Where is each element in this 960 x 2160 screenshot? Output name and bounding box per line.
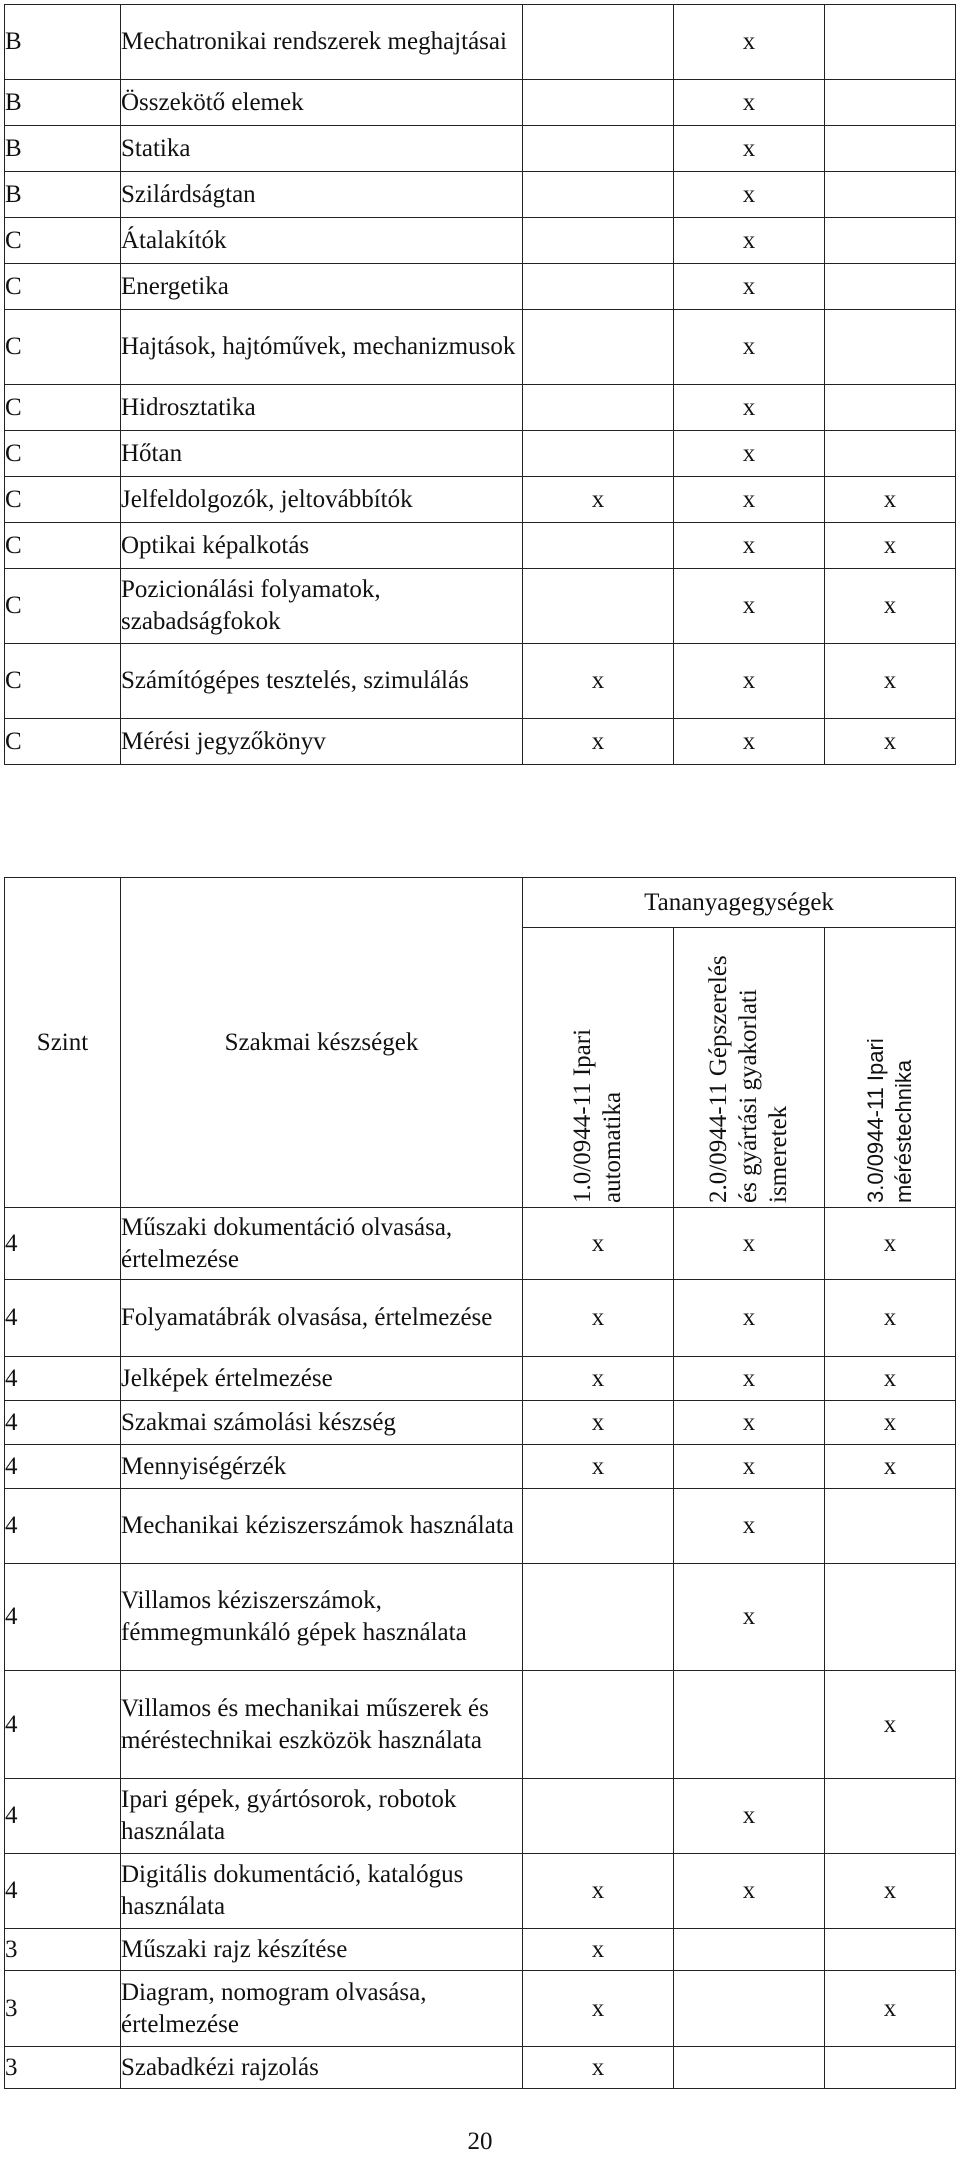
mark-cell: x: [674, 477, 825, 523]
mark-cell: [523, 126, 674, 172]
mark-cell: [523, 569, 674, 644]
level-cell: B: [5, 5, 121, 80]
mark-cell: [825, 172, 956, 218]
mark-cell: [523, 80, 674, 126]
mark-cell: x: [523, 644, 674, 719]
mark-cell: [674, 1671, 825, 1779]
mark-cell: x: [825, 1971, 956, 2047]
level-cell: B: [5, 172, 121, 218]
mark-cell: [523, 5, 674, 80]
table-row: [5, 172, 956, 218]
competency-table-skills: [4, 877, 956, 2089]
topic-cell: Átalakítók: [121, 218, 523, 264]
competency-table-knowledge: [4, 4, 956, 765]
topic-cell: Szilárdságtan: [121, 172, 523, 218]
mark-cell: x: [825, 719, 956, 765]
mark-cell: x: [523, 1445, 674, 1489]
table-row: [5, 1445, 956, 1489]
mark-cell: x: [674, 1208, 825, 1280]
table-row: [5, 1357, 956, 1401]
mark-cell: [674, 1929, 825, 1971]
mark-cell: [523, 1564, 674, 1671]
unit-header-3: 3.0/0944-11 Ipari méréstechnika: [863, 1037, 916, 1203]
table-row: [5, 431, 956, 477]
topic-cell: Mérési jegyzőkönyv: [121, 719, 523, 765]
level-cell: C: [5, 644, 121, 719]
table-row: [5, 1779, 956, 1854]
level-cell: C: [5, 218, 121, 264]
level-cell: 3: [5, 2047, 121, 2089]
mark-cell: [825, 1779, 956, 1854]
level-cell: C: [5, 431, 121, 477]
mark-cell: x: [674, 126, 825, 172]
header-row-group: [5, 878, 956, 928]
mark-cell: x: [523, 1971, 674, 2047]
mark-cell: [825, 126, 956, 172]
topic-cell: Energetika: [121, 264, 523, 310]
mark-cell: x: [674, 431, 825, 477]
unit-header-cell: [674, 928, 825, 1208]
mark-cell: x: [674, 523, 825, 569]
mark-cell: [825, 2047, 956, 2089]
mark-cell: x: [523, 1208, 674, 1280]
table-row: [5, 80, 956, 126]
mark-cell: x: [523, 1401, 674, 1445]
mark-cell: [523, 523, 674, 569]
level-cell: B: [5, 80, 121, 126]
mark-cell: x: [825, 477, 956, 523]
level-cell: 4: [5, 1489, 121, 1564]
mark-cell: x: [523, 477, 674, 523]
mark-cell: x: [674, 569, 825, 644]
table-row: [5, 1401, 956, 1445]
units-group-header: Tananyagegységek: [523, 878, 956, 928]
level-cell: 4: [5, 1280, 121, 1357]
mark-cell: [825, 1929, 956, 1971]
mark-cell: x: [674, 1779, 825, 1854]
table-row: [5, 719, 956, 765]
mark-cell: x: [825, 1357, 956, 1401]
mark-cell: x: [523, 719, 674, 765]
table-row: [5, 385, 956, 431]
table-row: [5, 2047, 956, 2089]
mark-cell: x: [523, 2047, 674, 2089]
mark-cell: [523, 1779, 674, 1854]
level-header: Szint: [5, 878, 121, 1208]
mark-cell: x: [523, 1854, 674, 1929]
topic-cell: Optikai képalkotás: [121, 523, 523, 569]
table-row: [5, 1929, 956, 1971]
topic-cell: Statika: [121, 126, 523, 172]
topic-cell: Hajtások, hajtóművek, mechanizmusok: [121, 310, 523, 385]
mark-cell: [825, 80, 956, 126]
table-row: [5, 218, 956, 264]
topic-cell: Jelfeldolgozók, jeltovábbítók: [121, 477, 523, 523]
mark-cell: x: [674, 385, 825, 431]
level-cell: C: [5, 310, 121, 385]
level-cell: 4: [5, 1564, 121, 1671]
mark-cell: [523, 310, 674, 385]
topic-cell: Mechatronikai rendszerek meghajtásai: [121, 5, 523, 80]
table-row: [5, 1854, 956, 1929]
topic-cell: Összekötő elemek: [121, 80, 523, 126]
table-row: [5, 569, 956, 644]
skill-cell: Mennyiségérzék: [121, 1445, 523, 1489]
skill-cell: Digitális dokumentáció, katalógus használata: [121, 1854, 523, 1929]
mark-cell: x: [674, 264, 825, 310]
topic-cell: Hőtan: [121, 431, 523, 477]
unit-header-1: 1.0/0944-11 Ipari automatika: [569, 1028, 626, 1203]
mark-cell: x: [674, 1280, 825, 1357]
level-cell: 4: [5, 1208, 121, 1280]
level-cell: C: [5, 385, 121, 431]
level-cell: C: [5, 477, 121, 523]
level-cell: 4: [5, 1854, 121, 1929]
table-row: [5, 264, 956, 310]
skill-cell: Jelképek értelmezése: [121, 1357, 523, 1401]
level-cell: 4: [5, 1357, 121, 1401]
table-row: [5, 1280, 956, 1357]
mark-cell: x: [674, 80, 825, 126]
unit-header-cell: [825, 928, 956, 1208]
mark-cell: [523, 218, 674, 264]
level-cell: 3: [5, 1971, 121, 2047]
mark-cell: x: [825, 1401, 956, 1445]
table-row: [5, 477, 956, 523]
mark-cell: x: [674, 644, 825, 719]
table-row: [5, 1208, 956, 1280]
mark-cell: x: [674, 1564, 825, 1671]
level-cell: C: [5, 719, 121, 765]
mark-cell: x: [674, 5, 825, 80]
mark-cell: x: [825, 1445, 956, 1489]
skills-header: Szakmai készségek: [121, 878, 523, 1208]
skill-cell: Diagram, nomogram olvasása, értelmezése: [121, 1971, 523, 2047]
skill-cell: Műszaki rajz készítése: [121, 1929, 523, 1971]
mark-cell: x: [674, 1489, 825, 1564]
mark-cell: x: [674, 1854, 825, 1929]
unit-header-cell: [523, 928, 674, 1208]
skill-cell: Szabadkézi rajzolás: [121, 2047, 523, 2089]
mark-cell: [825, 5, 956, 80]
table-row: [5, 5, 956, 80]
mark-cell: x: [674, 1357, 825, 1401]
mark-cell: x: [674, 1401, 825, 1445]
level-cell: 4: [5, 1671, 121, 1779]
level-cell: 4: [5, 1779, 121, 1854]
mark-cell: [523, 1671, 674, 1779]
mark-cell: x: [674, 310, 825, 385]
mark-cell: [523, 431, 674, 477]
mark-cell: [523, 172, 674, 218]
mark-cell: [825, 218, 956, 264]
mark-cell: [674, 2047, 825, 2089]
mark-cell: [825, 264, 956, 310]
mark-cell: x: [825, 644, 956, 719]
table-row: [5, 1971, 956, 2047]
page-number: 20: [467, 2128, 493, 2155]
mark-cell: [523, 385, 674, 431]
table-row: [5, 644, 956, 719]
table-row: [5, 126, 956, 172]
skill-cell: Mechanikai kéziszerszámok használata: [121, 1489, 523, 1564]
mark-cell: [825, 431, 956, 477]
mark-cell: x: [523, 1929, 674, 1971]
unit-header-2: 2.0/0944-11 Gépszerelés és gyártási gyakorlati ismeretek: [705, 954, 792, 1203]
topic-cell: Számítógépes tesztelés, szimulálás: [121, 644, 523, 719]
level-cell: B: [5, 126, 121, 172]
mark-cell: [523, 1489, 674, 1564]
mark-cell: [825, 1489, 956, 1564]
skill-cell: Folyamatábrák olvasása, értelmezése: [121, 1280, 523, 1357]
level-cell: 4: [5, 1445, 121, 1489]
skill-cell: Villamos kéziszerszámok, fémmegmunkáló gépek használata: [121, 1564, 523, 1671]
skill-cell: Szakmai számolási készség: [121, 1401, 523, 1445]
table-row: [5, 523, 956, 569]
mark-cell: x: [825, 1208, 956, 1280]
mark-cell: x: [825, 569, 956, 644]
mark-cell: [825, 385, 956, 431]
level-cell: 3: [5, 1929, 121, 1971]
mark-cell: x: [523, 1280, 674, 1357]
table-row: [5, 1564, 956, 1671]
mark-cell: x: [825, 1854, 956, 1929]
table-row: [5, 1489, 956, 1564]
mark-cell: x: [523, 1357, 674, 1401]
mark-cell: x: [825, 1280, 956, 1357]
mark-cell: x: [674, 172, 825, 218]
mark-cell: [825, 1564, 956, 1671]
mark-cell: x: [825, 523, 956, 569]
table-row: [5, 1671, 956, 1779]
mark-cell: x: [674, 218, 825, 264]
topic-cell: Hidrosztatika: [121, 385, 523, 431]
level-cell: C: [5, 569, 121, 644]
level-cell: 4: [5, 1401, 121, 1445]
skill-cell: Műszaki dokumentáció olvasása, értelmezése: [121, 1208, 523, 1280]
mark-cell: x: [674, 719, 825, 765]
mark-cell: x: [674, 1445, 825, 1489]
skill-cell: Ipari gépek, gyártósorok, robotok használata: [121, 1779, 523, 1854]
table-row: [5, 310, 956, 385]
level-cell: C: [5, 264, 121, 310]
level-cell: C: [5, 523, 121, 569]
mark-cell: [825, 310, 956, 385]
mark-cell: [523, 264, 674, 310]
mark-cell: x: [825, 1671, 956, 1779]
mark-cell: [674, 1971, 825, 2047]
topic-cell: Pozicionálási folyamatok, szabadságfokok: [121, 569, 523, 644]
skill-cell: Villamos és mechanikai műszerek és méréstechnikai eszközök használata: [121, 1671, 523, 1779]
